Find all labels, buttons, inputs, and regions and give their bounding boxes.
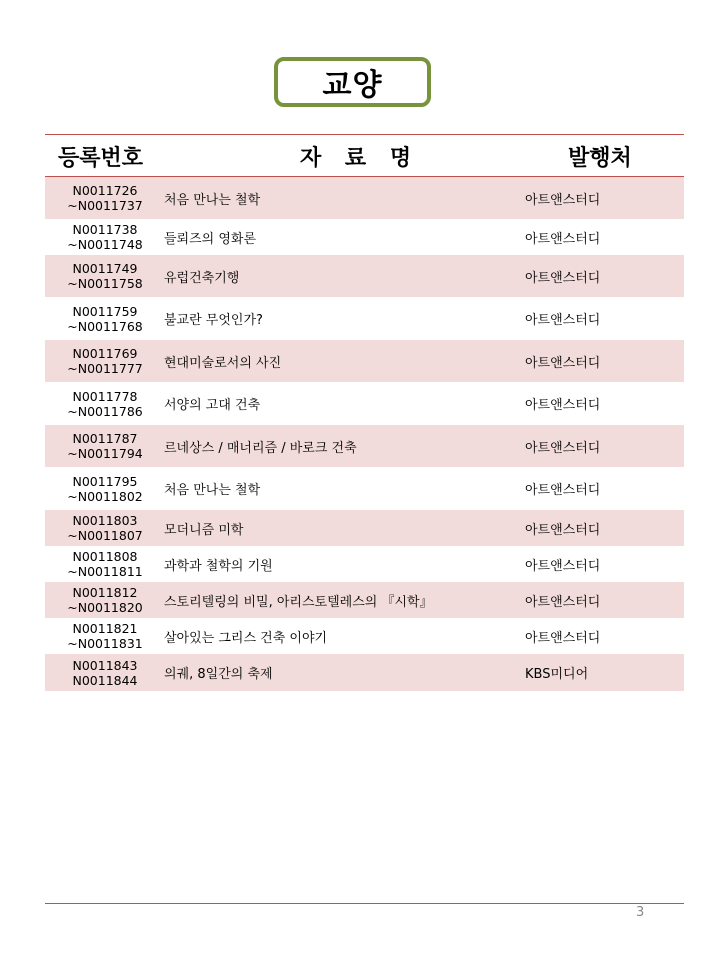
publisher-cell: 아트앤스터디 [525, 522, 601, 538]
publisher-cell: 아트앤스터디 [525, 192, 601, 208]
reg-no-end: ~N0011831 [67, 636, 143, 651]
table-row [45, 219, 684, 255]
reg-no-end: ~N0011777 [67, 361, 143, 376]
title-cell: 과학과 철학의 기원 [164, 558, 273, 574]
publisher-cell: 아트앤스터디 [525, 313, 601, 328]
publisher-cell: 아트앤스터디 [525, 270, 601, 286]
reg-no-end: ~N0011758 [67, 276, 143, 291]
publisher-cell: 아트앤스터디 [525, 594, 601, 610]
reg-no-end: ~N0011802 [67, 488, 143, 504]
table-row [45, 618, 684, 654]
reg-no-cell [45, 582, 165, 618]
reg-no-start: N0011843 [72, 657, 138, 673]
table-row [45, 255, 684, 297]
reg-no-end: ~N0011737 [67, 198, 143, 213]
publisher-cell: 아트앤스터디 [525, 630, 601, 646]
title-cell: 처음 만나는 철학 [164, 483, 261, 498]
reg-no-start: N0011778 [72, 388, 138, 404]
title-cell: 현대미술로서의 사진 [164, 355, 282, 371]
reg-no-start: N0011803 [72, 513, 138, 528]
reg-no-start: N0011795 [72, 473, 138, 489]
reg-no-start: N0011759 [72, 303, 138, 319]
reg-no-cell [45, 177, 165, 219]
header-reg-no: 등록번호 [58, 146, 144, 171]
reg-no-cell [45, 382, 165, 425]
reg-no-end: ~N0011811 [67, 564, 143, 579]
table-row [45, 297, 684, 340]
title-cell: 처음 만나는 철학 [164, 192, 261, 208]
table-row [45, 546, 684, 582]
header-publisher: 발행처 [568, 146, 632, 171]
section-title: 교양 [274, 57, 431, 107]
title-cell: 서양의 고대 건축 [164, 398, 261, 413]
table-row [45, 654, 684, 691]
title-cell: 모더니즘 미학 [164, 522, 244, 538]
table-body [45, 177, 684, 691]
footer-rule [45, 903, 684, 904]
reg-no-start: N0011749 [72, 261, 138, 276]
table-header [45, 135, 684, 176]
reg-no-cell [45, 654, 165, 691]
title-cell: 르네상스 / 매너리즘 / 바로크 건축 [164, 440, 357, 456]
table-row [45, 582, 684, 618]
reg-no-start: N0011787 [72, 431, 138, 446]
page-number: 3 [636, 905, 645, 920]
title-cell: 스토리텔링의 비밀, 아리스토텔레스의 『시학』 [164, 594, 433, 610]
reg-no-start: N0011808 [72, 549, 138, 564]
reg-no-cell [45, 255, 165, 297]
publisher-cell: 아트앤스터디 [525, 440, 601, 456]
header-title: 자 료 명 [300, 146, 420, 171]
title-cell: 살아있는 그리스 건축 이야기 [164, 630, 328, 646]
table-row [45, 467, 684, 510]
reg-no-start: N0011821 [72, 621, 138, 636]
reg-no-end: ~N0011748 [67, 237, 143, 252]
table-row [45, 382, 684, 425]
reg-no-end: ~N0011768 [67, 318, 143, 334]
publisher-cell: 아트앤스터디 [525, 398, 601, 413]
reg-no-end: ~N0011786 [67, 403, 143, 419]
table-row [45, 340, 684, 382]
reg-no-cell [45, 510, 165, 546]
title-cell: 불교란 무엇인가? [164, 313, 263, 328]
reg-no-cell [45, 340, 165, 382]
publisher-cell: KBS미디어 [525, 667, 589, 682]
publisher-cell: 아트앤스터디 [525, 483, 601, 498]
title-cell: 유럽건축기행 [164, 270, 240, 286]
reg-no-cell [45, 618, 165, 654]
reg-no-cell [45, 297, 165, 340]
table-row [45, 425, 684, 467]
publisher-cell: 아트앤스터디 [525, 231, 601, 247]
publisher-cell: 아트앤스터디 [525, 558, 601, 574]
reg-no-cell [45, 546, 165, 582]
reg-no-start: N0011812 [72, 585, 138, 600]
reg-no-cell [45, 467, 165, 510]
reg-no-start: N0011769 [72, 346, 138, 361]
reg-no-end: ~N0011820 [67, 600, 143, 615]
table-row [45, 510, 684, 546]
title-cell: 들뢰즈의 영화론 [164, 231, 257, 247]
reg-no-start: N0011738 [72, 222, 138, 237]
reg-no-start: N0011726 [72, 183, 138, 198]
reg-no-cell [45, 425, 165, 467]
reg-no-end: ~N0011794 [67, 446, 143, 461]
reg-no-end: ~N0011807 [67, 528, 143, 543]
reg-no-cell [45, 219, 165, 255]
reg-no-end: N0011844 [72, 672, 138, 688]
publisher-cell: 아트앤스터디 [525, 355, 601, 371]
table-row [45, 177, 684, 219]
title-cell: 의궤, 8일간의 축제 [164, 667, 273, 682]
